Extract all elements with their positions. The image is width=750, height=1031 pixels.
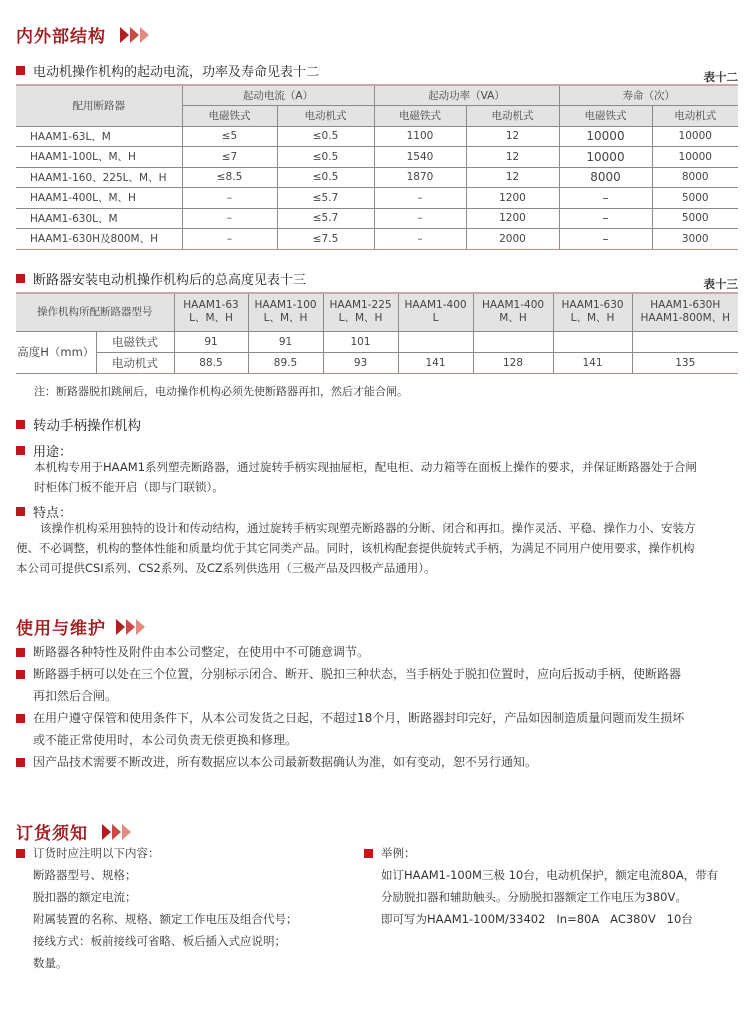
value-cell: 3000 xyxy=(652,229,738,250)
ordering-line: 接线方式：板前接线可省略、板后插入式应说明； xyxy=(33,934,286,948)
feature-line: 便、不必调整，机构的整体性能和质量均优于其它同类产品。同时，该机构配套提供旋转式手柄，为满足不同用户使用要求，操作机构 xyxy=(16,541,695,555)
value-cell: 101 xyxy=(323,331,398,352)
subcol: 电动机式 xyxy=(277,106,374,127)
table13-tag: 表十三 xyxy=(703,277,738,291)
square-bullet-icon xyxy=(16,274,25,283)
feature-line: 该操作机构采用独特的设计和传动结构，通过旋转手柄实现塑壳断路器的分断、闭合和再扣。操作灵活、平稳、操作力小、安装方 xyxy=(40,521,696,535)
feature-text xyxy=(16,518,696,578)
table12-heading xyxy=(16,61,319,80)
value-cell: ≤7.5 xyxy=(277,229,374,250)
value-cell: ≤5.7 xyxy=(277,188,374,209)
ordering-line: 数量。 xyxy=(33,956,68,970)
table-row xyxy=(16,147,738,168)
section-title-text: 使用与维护 xyxy=(16,619,106,639)
model-line: HAAM1-630H xyxy=(650,299,721,312)
value-cell: 12 xyxy=(466,147,559,168)
feature-line: 本公司可提供CSI系列、CS2系列、及CZ系列供选用（三极产品及四极产品通用）。 xyxy=(16,561,436,575)
value-cell: ≤5.7 xyxy=(277,208,374,229)
value-cell: 128 xyxy=(473,352,553,373)
value-cell xyxy=(632,331,738,352)
value-cell: 141 xyxy=(398,352,473,373)
model-line: HAAM1-400 xyxy=(404,299,467,312)
example-line: 即可写为HAAM1-100M/33402 In=80A AC380V 10台 xyxy=(381,912,693,926)
value-cell: 10000 xyxy=(559,126,652,147)
model-line: L、M、H xyxy=(338,312,383,325)
value-cell: ≤0.5 xyxy=(277,167,374,188)
model-header xyxy=(323,293,398,331)
square-bullet-icon xyxy=(16,66,25,75)
model-cell: HAAM1-63L、M xyxy=(16,126,182,147)
value-cell: 1870 xyxy=(374,167,466,188)
item-line: 或不能正常使用时，本公司负责无偿更换和修理。 xyxy=(33,733,298,747)
value-cell: – xyxy=(182,188,277,209)
subcol: 电动机式 xyxy=(652,106,738,127)
value-cell: 1100 xyxy=(374,126,466,147)
subcol: 电磁铁式 xyxy=(182,106,277,127)
model-cell: HAAM1-630H及800M、H xyxy=(16,229,182,250)
value-cell: 8000 xyxy=(652,167,738,188)
model-line: HAAM1-630 xyxy=(561,299,624,312)
model-line: L、M、H xyxy=(570,312,615,325)
triple-arrow-icon xyxy=(116,619,146,635)
model-header xyxy=(473,293,553,331)
model-header xyxy=(248,293,323,331)
square-bullet-icon xyxy=(364,849,373,858)
col-breaker: 配用断路器 xyxy=(16,85,182,126)
section-title-text: 订货须知 xyxy=(16,824,88,844)
value-cell: 89.5 xyxy=(248,352,323,373)
value-cell: ≤5 xyxy=(182,126,277,147)
type-cell: 电磁铁式 xyxy=(96,331,174,352)
value-cell: 1540 xyxy=(374,147,466,168)
square-bullet-icon xyxy=(16,507,25,516)
model-line: HAAM1-400 xyxy=(481,299,545,312)
value-cell: – xyxy=(559,208,652,229)
ordering-head: 订货时应注明以下内容： xyxy=(33,846,160,860)
label-text: 用途： xyxy=(33,445,73,460)
ordering-left xyxy=(16,842,298,974)
model-header xyxy=(398,293,473,331)
model-line: L、M、H xyxy=(189,312,233,325)
label-text: 特点： xyxy=(33,506,73,521)
table13-note: 注：断路器脱扣跳闸后，电动操作机构必须先使断路器再扣，然后才能合闸。 xyxy=(34,385,408,398)
square-bullet-icon xyxy=(16,648,25,657)
square-bullet-icon xyxy=(16,446,25,455)
ordering-line: 附属装置的名称、规格、额定工作电压及组合代号； xyxy=(33,912,298,926)
value-cell: ≤0.5 xyxy=(277,147,374,168)
value-cell: 10000 xyxy=(652,126,738,147)
value-cell: – xyxy=(182,229,277,250)
table-row xyxy=(16,331,738,352)
value-cell: – xyxy=(182,208,277,229)
subcol: 电动机式 xyxy=(466,106,559,127)
handle-title xyxy=(16,414,141,434)
value-cell: ≤7 xyxy=(182,147,277,168)
group-life: 寿命（次） xyxy=(559,85,738,106)
table13 xyxy=(16,292,738,374)
value-cell: 12 xyxy=(466,167,559,188)
value-cell: ≤8.5 xyxy=(182,167,277,188)
square-bullet-icon xyxy=(16,758,25,767)
heading-text: 电动机操作机构的起动电流，功率及寿命见表十二 xyxy=(33,65,320,80)
value-cell xyxy=(473,331,553,352)
section-title-structure xyxy=(16,22,150,47)
model-line: HAAM1-800M、H xyxy=(640,312,731,325)
value-cell: 1200 xyxy=(466,188,559,209)
example-line: 分励脱扣器和辅助触头。分励脱扣器额定工作电压为380V。 xyxy=(381,890,687,904)
value-cell: 135 xyxy=(632,352,738,373)
subcol: 电磁铁式 xyxy=(559,106,652,127)
model-line: L xyxy=(432,312,439,325)
maintenance-item xyxy=(16,663,681,707)
maintenance-item xyxy=(16,707,684,751)
model-line: M、H xyxy=(499,312,527,325)
usage-text xyxy=(34,457,697,497)
model-cell: HAAM1-630L、M xyxy=(16,208,182,229)
item-line: 因产品技术需要不断改进，所有数据应以本公司最新数据确认为准，如有变动，恕不另行通知。 xyxy=(33,755,538,769)
table-row xyxy=(16,126,738,147)
usage-line: 本机构专用于HAAM1系列塑壳断路器，通过旋转手柄实现抽屉柜，配电柜、动力箱等在面板上操作的要求，并保证断路器处于合闸 xyxy=(34,460,697,474)
subcol: 电磁铁式 xyxy=(374,106,466,127)
square-bullet-icon xyxy=(16,849,25,858)
usage-line: 时柜体门板不能开启（即与门联锁）。 xyxy=(34,480,224,494)
table-row xyxy=(16,167,738,188)
row-label: 高度H（mm） xyxy=(16,331,96,373)
square-bullet-icon xyxy=(16,670,25,679)
triple-arrow-icon xyxy=(102,824,132,840)
value-cell: 1200 xyxy=(466,208,559,229)
value-cell: 5000 xyxy=(652,188,738,209)
table12-tag: 表十二 xyxy=(703,70,738,84)
table-row xyxy=(16,352,738,373)
section-title-maintenance xyxy=(16,614,146,639)
value-cell: 10000 xyxy=(652,147,738,168)
model-line: L、M、H xyxy=(263,312,308,325)
table-header-row xyxy=(16,293,738,331)
ordering-right xyxy=(364,842,718,930)
value-cell: 141 xyxy=(553,352,632,373)
col-label: 操作机构所配断路器型号 xyxy=(16,293,174,331)
value-cell: 8000 xyxy=(559,167,652,188)
value-cell: 88.5 xyxy=(174,352,248,373)
value-cell: 91 xyxy=(248,331,323,352)
value-cell: 10000 xyxy=(559,147,652,168)
model-line: HAAM1-63 xyxy=(183,299,239,312)
table-row xyxy=(16,229,738,250)
square-bullet-icon xyxy=(16,714,25,723)
section-title-text: 内外部结构 xyxy=(16,27,106,47)
value-cell: ≤0.5 xyxy=(277,126,374,147)
example-head: 举例： xyxy=(381,846,416,860)
model-header xyxy=(174,293,248,331)
maintenance-item xyxy=(16,751,537,773)
value-cell: – xyxy=(559,229,652,250)
group-current: 起动电流（A） xyxy=(182,85,374,106)
example-line: 如订HAAM1-100M三极 10台，电动机保护，额定电流80A，带有 xyxy=(381,868,719,882)
item-line: 断路器各种特性及附件由本公司整定，在使用中不可随意调节。 xyxy=(33,645,370,659)
triple-arrow-icon xyxy=(120,27,150,43)
table13-heading xyxy=(16,269,306,288)
ordering-line: 脱扣器的额定电流； xyxy=(33,890,137,904)
model-line: HAAM1-100 xyxy=(254,299,317,312)
model-header xyxy=(553,293,632,331)
table-row xyxy=(16,188,738,209)
heading-text: 断路器安装电动机操作机构后的总高度见表十三 xyxy=(33,273,307,288)
heading-text: 转动手柄操作机构 xyxy=(33,418,141,434)
model-line: HAAM1-225 xyxy=(329,299,392,312)
type-cell: 电动机式 xyxy=(96,352,174,373)
value-cell: 2000 xyxy=(466,229,559,250)
model-cell: HAAM1-400L、M、H xyxy=(16,188,182,209)
value-cell: – xyxy=(374,229,466,250)
model-header xyxy=(632,293,738,331)
group-power: 起动功率（VA） xyxy=(374,85,559,106)
square-bullet-icon xyxy=(16,420,25,429)
value-cell: – xyxy=(374,208,466,229)
item-line: 在用户遵守保管和使用条件下，从本公司发货之日起，不超过18个月，断路器封印完好，产品如因制造质量问题而发生损坏 xyxy=(33,711,685,725)
model-cell: HAAM1-160、225L、M、H xyxy=(16,167,182,188)
value-cell: – xyxy=(374,188,466,209)
section-title-ordering xyxy=(16,819,132,844)
value-cell xyxy=(553,331,632,352)
maintenance-item xyxy=(16,641,369,663)
value-cell: 12 xyxy=(466,126,559,147)
item-line: 再扣然后合闸。 xyxy=(33,689,118,703)
value-cell: – xyxy=(559,188,652,209)
table12 xyxy=(16,84,738,250)
value-cell: 5000 xyxy=(652,208,738,229)
ordering-line: 断路器型号、规格； xyxy=(33,868,137,882)
value-cell: 91 xyxy=(174,331,248,352)
model-cell: HAAM1-100L、M、H xyxy=(16,147,182,168)
item-line: 断路器手柄可以处在三个位置，分别标示闭合、断开、脱扣三种状态，当手柄处于脱扣位置时，应向后扳动手柄，使断路器 xyxy=(33,667,682,681)
table-row xyxy=(16,208,738,229)
value-cell: 93 xyxy=(323,352,398,373)
value-cell xyxy=(398,331,473,352)
